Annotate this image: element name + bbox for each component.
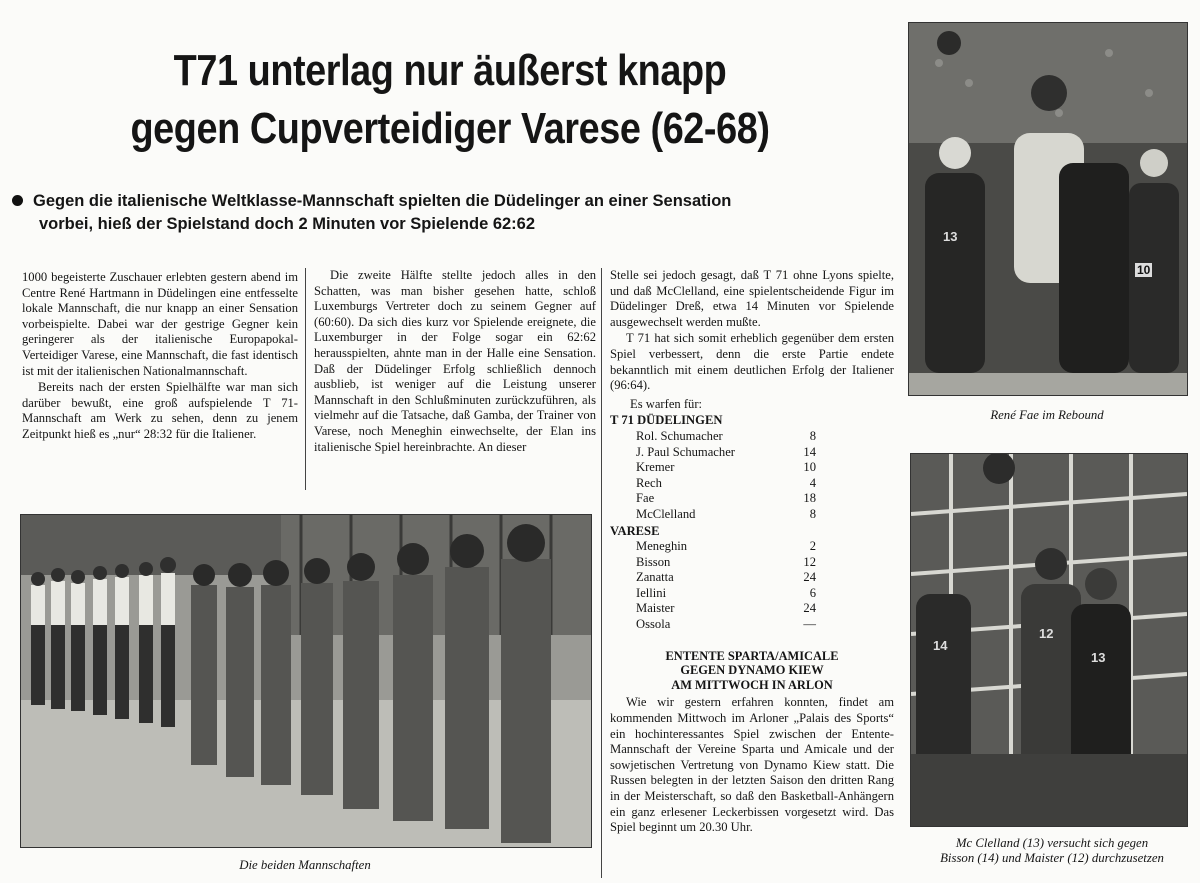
sidebar-headline-line-1: ENTENTE SPARTA/AMICALE: [665, 648, 839, 663]
player-name: Meneghin: [636, 539, 688, 554]
player-points: 4: [809, 475, 816, 490]
player-name: Ossola: [636, 617, 671, 632]
sidebar-headline-line-2: GEGEN DYNAMO KIEW: [680, 663, 824, 678]
headline-line-2: gegen Cupverteidiger Varese (62-68): [130, 104, 770, 153]
scoresheet-row: [610, 601, 816, 617]
jersey-number-10: 10: [1137, 263, 1151, 277]
article-paragraph: 1000 begeisterte Zuschauer erlebten gestern abend im Centre René Hartmann in Düdelingen eine entfesselte lokale Mannschaft, die nur knapp an einer Sensation vorbeispielte. Dabei war der gestrige Gegner kein geringerer als der italienische Europapokal-Verteidiger Varese, eine Mannschaft, die fast identisch ist mit der italienischen Nationalmannschaft.: [22, 270, 298, 378]
scoresheet-team-name: VARESE: [610, 523, 660, 538]
rebound-photo-drawing: [909, 23, 1187, 395]
article-paragraph: Die zweite Hälfte stellte jedoch alles in den Schatten, was man bisher gesehen hatte, schloß Luxemburgs Vertreter doch zu seinem Gegner auf (60:60). Da sich dies kurz vor Spielende ereignete, die Luxemburger in der Folge sogar ein 62:62 herausspielten, ahnte man in der Halle eine Sensation. Daß der Düdelinger Erfolg schließlich dennoch ausblieb, ist weniger auf die Leistung unserer Mannschaft in den Schlußminuten zurückzuführen, als vielmehr auf die Tatsache, daß Gamba, der Trainer von Varese, noch Meneghin einwechselte, der Elan ins italienische Spiel hereinbrachte. An dieser: [314, 268, 596, 454]
player-points: —: [803, 617, 816, 632]
rebound-photo: [908, 22, 1188, 396]
column-rule-1: [305, 268, 306, 490]
player-points: 8: [809, 506, 816, 521]
player-name: Bisson: [636, 554, 671, 569]
article-column-2: [314, 268, 596, 456]
player-name: Zanatta: [636, 570, 674, 585]
caption-line-2: Bisson (14) und Maister (12) durchzusetzen: [940, 851, 1164, 865]
subheadline-line-2: vorbei, hieß der Spielstand doch 2 Minuten vor Spielende 62:62: [39, 215, 536, 233]
player-name: Rech: [636, 475, 662, 490]
jersey-number-13: 13: [943, 229, 958, 244]
subheadline-line-1: Gegen die italienische Weltklasse-Mannschaft spielten die Düdelinger an einer Sensation: [33, 192, 732, 210]
player-name: J. Paul Schumacher: [636, 444, 735, 459]
teams-photo-caption: Die beiden Mannschaften: [239, 858, 371, 872]
headline: [80, 42, 820, 158]
article-column-3: [610, 268, 894, 837]
player-points: 24: [803, 601, 816, 616]
player-points: 18: [803, 491, 816, 506]
player-name: Fae: [636, 491, 655, 506]
scoresheet-row: [610, 476, 816, 492]
player-points: 8: [809, 428, 816, 443]
scoresheet-row: [610, 570, 816, 586]
scoresheet: [610, 397, 894, 633]
article-paragraph: Stelle sei jedoch gesagt, daß T 71 ohne Lyons spielte, und daß McClelland, eine spielentscheidende Figur im Düdelinger Dreß, etwa 14 Minuten vor Spielende ausgewechselt werden mußte.: [610, 268, 894, 329]
player-points: 24: [803, 570, 816, 585]
player-name: McClelland: [636, 506, 696, 521]
headline-line-1: T71 unterlag nur äußerst knapp: [173, 46, 727, 95]
player-points: 14: [803, 444, 816, 459]
teams-photo: [20, 514, 592, 848]
scoresheet-row: [610, 429, 816, 445]
mcclelland-photo-caption: [904, 836, 1200, 866]
rebound-photo-caption: René Fae im Rebound: [990, 408, 1104, 422]
player-name: Maister: [636, 601, 675, 616]
jersey-number-14: 14: [933, 638, 948, 653]
jersey-number-13: 13: [1091, 650, 1106, 665]
mcclelland-photo: [910, 453, 1188, 827]
scoresheet-row: [610, 507, 816, 523]
scoresheet-row: [610, 445, 816, 461]
bullet-icon: [12, 195, 23, 206]
scoresheet-title: Es warfen für:: [630, 396, 703, 411]
player-name: Iellini: [636, 585, 667, 600]
subheadline: [12, 190, 902, 236]
scoresheet-row: [610, 555, 816, 571]
sidebar-headline: [610, 649, 894, 693]
article-paragraph: T 71 hat sich somit erheblich gegenüber dem ersten Spiel verbessert, denn die erste Partie endete bekanntlich mit einem deutlichen Erfolg der Italiener (96:64).: [610, 331, 894, 393]
scoresheet-row: [610, 491, 816, 507]
scoresheet-team-name: T 71 DÜDELINGEN: [610, 413, 723, 428]
sidebar-headline-line-3: AM MITTWOCH IN ARLON: [671, 677, 833, 692]
player-name: Rol. Schumacher: [636, 428, 723, 443]
caption-line-1: Mc Clelland (13) versucht sich gegen: [955, 836, 1149, 850]
column-rule-2: [601, 268, 602, 878]
sidebar-paragraph: Wie wir gestern erfahren konnten, findet am kommenden Mittwoch im Arloner „Palais des Sports“ ein hochinteressantes Spiel zwischen der Entente-Mannschaft der Vereine Sparta und Amicale und der sowjetischen Vertretung von Dynamo Kiew statt. Die Russen belegten in der letzten Saison den dritten Rang in der Meisterschaft, so daß den Basketball-Anhängern ein ganz erlesener Leckerbissen vorgesetzt wird. Das Spiel beginnt um 20.30 Uhr.: [610, 695, 894, 835]
scoresheet-row: [610, 617, 816, 633]
player-points: 12: [803, 554, 816, 569]
teams-photo-drawing: [21, 515, 591, 847]
scoresheet-row: [610, 460, 816, 476]
player-name: Kremer: [636, 460, 675, 475]
article-column-1: [22, 270, 298, 444]
player-points: 2: [809, 539, 816, 554]
player-points: 6: [809, 585, 816, 600]
jersey-number-12: 12: [1039, 626, 1054, 641]
scoresheet-row: [610, 539, 816, 555]
player-points: 10: [803, 460, 816, 475]
scoresheet-row: [610, 586, 816, 602]
article-paragraph: Bereits nach der ersten Spielhälfte war man sich darüber bewußt, eine groß aufspielende T 71-Mannschaft am Werk zu sehen, denn zu jenem Zeitpunkt hieß es „nur“ 28:32 für die Italiener.: [22, 380, 298, 441]
